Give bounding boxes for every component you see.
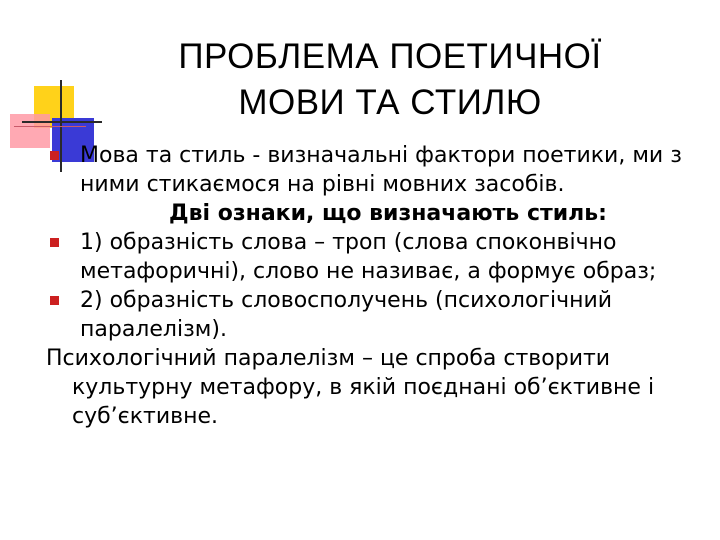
bullet-item — [46, 286, 696, 344]
square-bullet-icon — [50, 296, 59, 305]
slide-body — [46, 141, 696, 431]
title-line-2: МОВИ ТА СТИЛЮ — [238, 83, 542, 122]
horizontal-line — [22, 121, 102, 123]
horizontal-line-accent — [14, 126, 86, 127]
square-bullet-icon — [50, 238, 59, 247]
definition-continuation: культурну метафору, в якій поєднані об’єктивне і суб’єктивне. — [72, 375, 655, 429]
subheading: Дві ознаки, що визначають стиль: — [169, 201, 607, 226]
slide-title — [130, 34, 650, 126]
bullet-item — [46, 141, 696, 199]
square-bullet-icon — [50, 151, 59, 160]
definition-first-line: Психологічний паралелізм – це спроба створити — [46, 346, 611, 371]
bullet-text: 2) образність словосполучень (психологічний паралелізм). — [80, 288, 613, 342]
title-line-1: ПРОБЛЕМА ПОЕТИЧНОЇ — [178, 37, 602, 76]
definition-paragraph — [46, 344, 696, 431]
bullet-text: 1) образність слова – троп (слова споконвічно метафоричні), слово не називає, а формує образ; — [80, 230, 657, 284]
bullet-item — [46, 228, 696, 286]
pink-square — [10, 114, 50, 148]
bullet-text: Мова та стиль - визначальні фактори поетики, ми з ними стикаємося на рівні мовних засобів. — [80, 143, 682, 197]
